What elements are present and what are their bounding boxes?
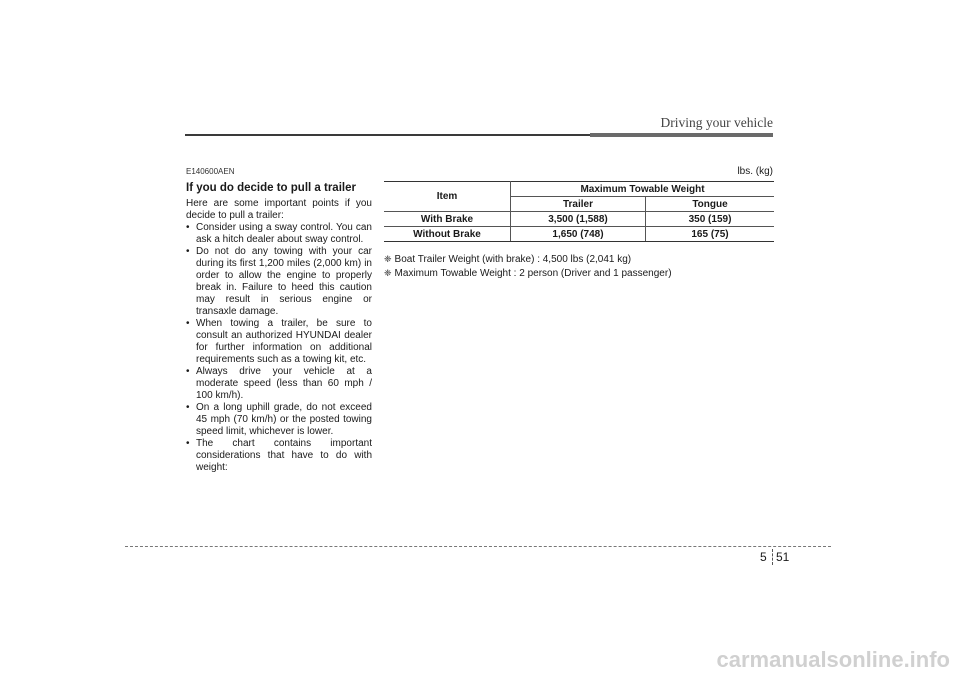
- intro-paragraph: Here are some important points if you decide to pull a trailer:: [186, 198, 372, 221]
- chapter-number: 5: [760, 550, 767, 564]
- bullet-text: Consider using a sway control. You can ask a hitch dealer about sway control.: [196, 222, 372, 245]
- trailer-value: 1,650 (748): [511, 227, 646, 242]
- note-text: Boat Trailer Weight (with brake) : 4,500 lbs (2,041 kg): [394, 254, 632, 265]
- section-code: E140600AEN: [186, 167, 235, 176]
- section-heading: If you do decide to pull a trailer: [186, 182, 356, 194]
- bullet-item: [186, 438, 372, 474]
- row-label: Without Brake: [384, 227, 511, 242]
- item-header: Item: [384, 182, 511, 212]
- note-item: [384, 253, 672, 266]
- bullet-icon: •: [186, 318, 190, 329]
- watermark: carmanualsonline.info: [716, 647, 950, 672]
- bullet-list: [186, 222, 372, 474]
- trailer-header: Trailer: [511, 197, 646, 212]
- bullet-item: [186, 402, 372, 438]
- tongue-header: Tongue: [646, 197, 775, 212]
- bullet-text: Do not do any towing with your car during its first 1,200 miles (2,000 km) in order to allow the engine to properly break in. Failure to heed this caution may result in serious engine or transaxle damage.: [196, 246, 372, 317]
- bullet-icon: •: [186, 246, 190, 257]
- note-marker-icon: ❈: [384, 254, 392, 264]
- row-label: With Brake: [384, 212, 511, 227]
- note-text: Maximum Towable Weight : 2 person (Driver and 1 passenger): [394, 268, 672, 279]
- table-row: [384, 212, 774, 227]
- note-item: [384, 267, 672, 280]
- page-number-divider: [772, 549, 773, 565]
- units-label: lbs. (kg): [737, 166, 773, 177]
- footer-rule: [125, 546, 831, 547]
- bullet-icon: •: [186, 438, 190, 449]
- tongue-value: 165 (75): [646, 227, 775, 242]
- page-number: 51: [776, 550, 790, 564]
- bullet-item: [186, 366, 372, 402]
- bullet-text: When towing a trailer, be sure to consult an authorized HYUNDAI dealer for further information on additional requirements such as a towing kit, etc.: [196, 318, 372, 365]
- left-column: [186, 166, 372, 474]
- table-row: [384, 227, 774, 242]
- bullet-icon: •: [186, 366, 190, 377]
- bullet-item: [186, 222, 372, 246]
- bullet-item: [186, 318, 372, 366]
- bullet-icon: •: [186, 402, 190, 413]
- note-marker-icon: ❈: [384, 268, 392, 278]
- bullet-text: Always drive your vehicle at a moderate speed (less than 60 mph / 100 km/h).: [196, 366, 372, 401]
- max-towable-header: Maximum Towable Weight: [511, 182, 775, 197]
- tongue-value: 350 (159): [646, 212, 775, 227]
- section-header-title: Driving your vehicle: [660, 115, 773, 130]
- trailer-value: 3,500 (1,588): [511, 212, 646, 227]
- bullet-item: [186, 246, 372, 318]
- bullet-icon: •: [186, 222, 190, 233]
- bullet-text: On a long uphill grade, do not exceed 45 mph (70 km/h) or the posted towing speed limit, whichever is lower.: [196, 402, 372, 437]
- notes: [384, 253, 672, 281]
- towing-weight-table: [384, 181, 774, 242]
- table-header-row: [384, 182, 774, 197]
- bullet-text: The chart contains important considerations that have to do with weight:: [196, 438, 372, 473]
- header-rule-accent: [590, 133, 773, 137]
